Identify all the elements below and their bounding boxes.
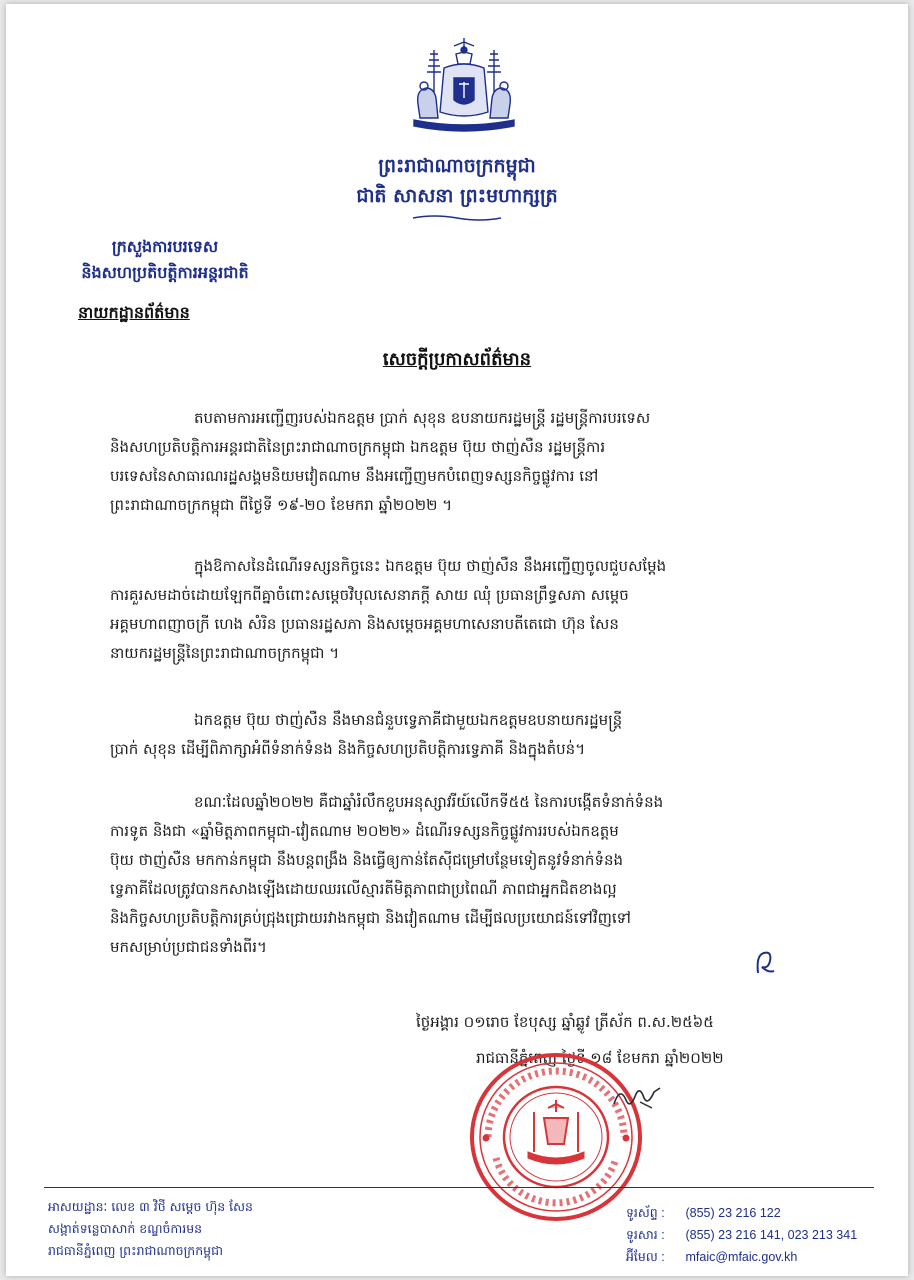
paragraph-line: តបតាមការអញ្ជើញរបស់ឯកឧត្តម ប្រាក់ សុខុន ឧបនាយករដ្ឋមន្ត្រី រដ្ឋមន្ត្រីការបរទេស bbox=[194, 409, 651, 427]
paragraph-line: ប៊ុយ ថាញ់សឺន មកកាន់កម្ពុជា នឹងបន្តពង្រឹង និងធ្វើឲ្យកាន់តែស៊ីជម្រៅបន្ថែមទៀតនូវទំនាក់ទំនង bbox=[110, 851, 624, 869]
fax-row bbox=[626, 1224, 857, 1246]
paragraph-line: ការទូត និងជា «ឆ្នាំមិត្តភាពកម្ពុជា-វៀតណាម ២០២២» ដំណើរទស្សនកិច្ចផ្លូវការរបស់ឯកឧត្តម bbox=[110, 822, 619, 840]
paragraph-3 bbox=[110, 706, 834, 764]
footer-contacts bbox=[626, 1202, 857, 1268]
paragraph-line: ក្នុងឱកាសនៃដំណើរទស្សនកិច្ចនេះ ឯកឧត្តម ប៊ុយ ថាញ់សឺន នឹងអញ្ជើញចូលជួបសម្តែង bbox=[194, 557, 667, 575]
national-motto: ជាតិ សាសនា ព្រះមហាក្សត្រ bbox=[356, 185, 558, 207]
paragraph-line: និងសហប្រតិបត្តិការអន្តរជាតិនៃព្រះរាជាណាចក្រកម្ពុជា ឯកឧត្តម ប៊ុយ ថាញ់សឺន រដ្ឋមន្ត្រីការ bbox=[110, 438, 606, 456]
ministry-name-line2: និងសហប្រតិបត្តិការអន្តរជាតិ bbox=[81, 263, 249, 282]
paragraph-line: ខណៈដែលឆ្នាំ២០២២ គឺជាឆ្នាំរំលឹកខួបអនុស្សាវរីយ៍លើកទី៥៥ នៃការបង្កើតទំនាក់ទំនង bbox=[194, 793, 664, 811]
royal-coat-of-arms-icon bbox=[404, 34, 524, 138]
paragraph-line: នាយករដ្ឋមន្ត្រីនៃព្រះរាជាណាចក្រកម្ពុជា ។ bbox=[110, 644, 340, 662]
signature-icon bbox=[610, 1082, 664, 1112]
address-line: រាជធានីភ្នំពេញ ព្រះរាជាណាចក្រកម្ពុជា bbox=[48, 1243, 223, 1258]
email-row bbox=[626, 1246, 857, 1268]
paragraph-line: និងកិច្ចសហប្រតិបត្តិការគ្រប់ជ្រុងជ្រោយរវាងកម្ពុជា និងវៀតណាម ដើម្បីផលប្រយោជន៍ទៅវិញទៅ bbox=[110, 909, 631, 927]
ministry-name-line1: ក្រសួងការបរទេស bbox=[111, 237, 219, 256]
department-name: នាយកដ្ឋានព័ត៌មាន bbox=[78, 303, 190, 322]
solar-date: រាជធានីភ្នំពេញ ថ្ងៃទី ១៨ ខែមករា ឆ្នាំ២០២២ bbox=[476, 1049, 724, 1067]
phone-label: ទូរស័ព្ទ : bbox=[626, 1206, 665, 1220]
paragraph-4 bbox=[110, 788, 834, 962]
address-line: អាសយដ្ឋានៈ លេខ ៣ វិថី សម្តេច ហ៊ុន សែន bbox=[48, 1199, 253, 1214]
paragraph-line: មកសម្រាប់ប្រជាជនទាំងពីរ។ bbox=[110, 938, 267, 956]
handwritten-initial-icon bbox=[754, 947, 776, 977]
email-address[interactable]: mfaic@mfaic.gov.kh bbox=[685, 1250, 798, 1264]
email-label: អ៊ីមែល : bbox=[626, 1250, 665, 1264]
paragraph-line: ព្រះរាជាណាចក្រកម្ពុជា ពីថ្ងៃទី ១៩-២០ ខែមករា ឆ្នាំ២០២២ ។ bbox=[110, 496, 453, 514]
phone-row bbox=[626, 1202, 857, 1224]
ornament-divider-icon bbox=[411, 214, 503, 222]
kingdom-name: ព្រះរាជាណាចក្រកម្ពុជា bbox=[378, 155, 536, 177]
phone-number: (855) 23 216 122 bbox=[685, 1206, 781, 1220]
press-release-title: សេចក្តីប្រកាសព័ត៌មាន bbox=[382, 349, 532, 370]
footer-divider bbox=[44, 1187, 874, 1188]
paragraph-line: អគ្គមហាពញាចក្រី ហេង សំរិន ប្រធានរដ្ឋសភា និងសម្តេចអគ្គមហាសេនាបតីតេជោ ហ៊ុន សែន bbox=[110, 615, 619, 633]
paragraph-1 bbox=[110, 404, 834, 520]
paragraph-line: ទ្វេភាគីដែលត្រូវបានកសាងឡើងដោយឈរលើស្មារតីមិត្តភាពជាប្រពៃណី ភាពជាអ្នកជិតខាងល្អ bbox=[110, 880, 617, 898]
address-line: សង្កាត់ទន្លេបាសាក់ ខណ្ឌចំការមន bbox=[48, 1221, 203, 1236]
fax-label: ទូរសារ : bbox=[626, 1228, 665, 1242]
paragraph-line: ឯកឧត្តម ប៊ុយ ថាញ់សឺន នឹងមានជំនួបទ្វេភាគីជាមួយឯកឧត្តមឧបនាយករដ្ឋមន្ត្រី bbox=[194, 711, 623, 729]
paragraph-line: ការគួរសមដាច់ដោយឡែកពីគ្នាចំពោះសម្តេចវិបុលសេនាភក្តី សាយ ឈុំ ប្រធានព្រឹទ្ធសភា សម្តេច bbox=[110, 586, 629, 604]
paragraph-2 bbox=[110, 552, 834, 668]
fax-number: (855) 23 216 141, 023 213 341 bbox=[685, 1228, 858, 1242]
paragraph-line: បរទេសនៃសាធារណរដ្ឋសង្គមនិយមវៀតណាម នឹងអញ្ជើញមកបំពេញទស្សនកិច្ចផ្លូវការ នៅ bbox=[110, 467, 599, 485]
official-seal-icon bbox=[466, 1048, 646, 1226]
document-page bbox=[6, 4, 908, 1276]
paragraph-line: ប្រាក់ សុខុន ដើម្បីពិភាក្សាអំពីទំនាក់ទំនង និងកិច្ចសហប្រតិបត្តិការទ្វេភាគី និងក្នុងតំបន់។ bbox=[110, 740, 586, 758]
footer-address bbox=[48, 1196, 253, 1262]
lunar-date: ថ្ងៃអង្គារ ០១រោច ខែបុស្ស ឆ្នាំឆ្លូវ ត្រីស័ក ព.ស.២៥៦៥ bbox=[416, 1013, 714, 1031]
